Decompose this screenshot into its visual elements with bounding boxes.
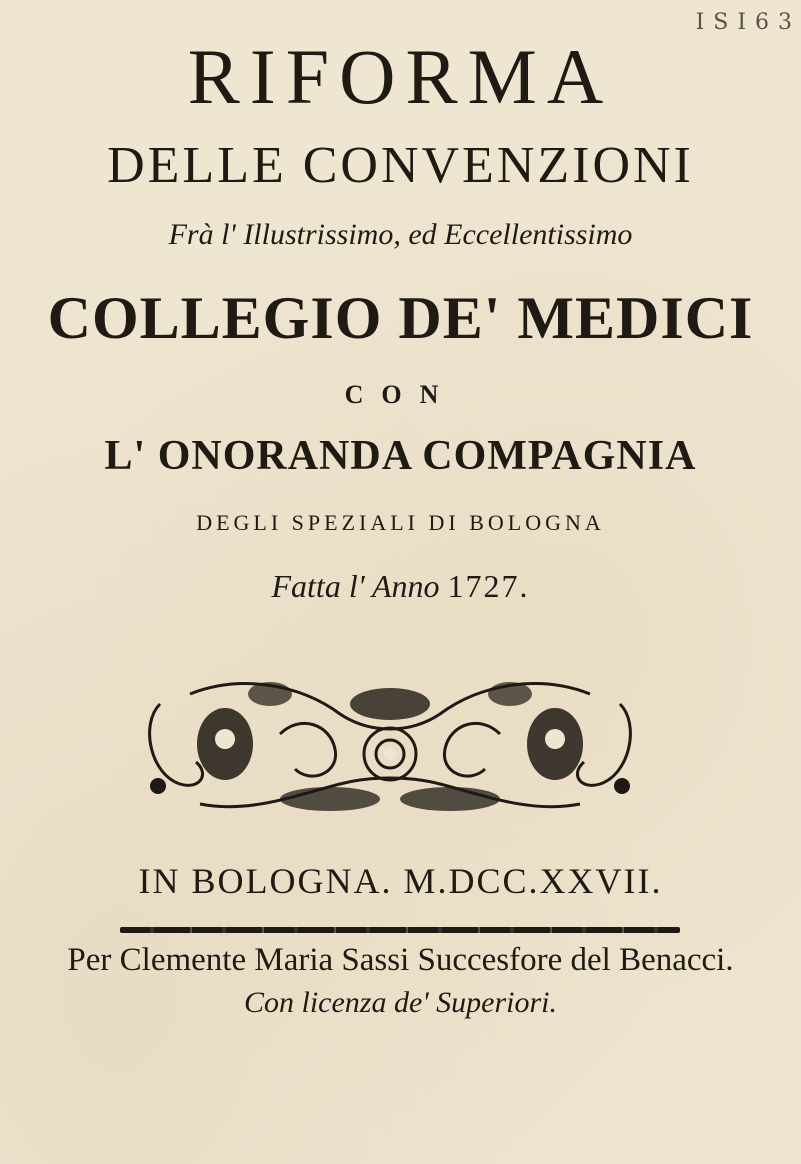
imprint-place-date: IN BOLOGNA. M.DCC.XXVII.	[138, 861, 663, 901]
imprint-license: Con licenza de' Superiori.	[243, 986, 558, 1019]
date-prefix: Fatta l' Anno	[271, 568, 440, 604]
title-speziali: DEGLI SPEZIALI DI BOLOGNA	[196, 510, 605, 535]
title-con: CON	[344, 380, 457, 409]
title-delle-convenzioni: DELLE CONVENZIONI	[107, 137, 694, 194]
title-riforma: RIFORMA	[187, 33, 614, 120]
title-fra-line: Frà l' Illustrissimo, ed Eccellentissimo	[168, 218, 633, 251]
title-date-line	[0, 568, 801, 605]
shelfmark: I S I 6 3	[695, 10, 793, 35]
woodcut-ornament	[130, 664, 650, 824]
imprint-printer: Per Clemente Maria Sassi Succesfore del Benacci.	[67, 942, 734, 978]
title-collegio: COLLEGIO DE' MEDICI	[47, 285, 754, 351]
printers-rule	[120, 927, 680, 933]
title-onoranda-compagnia: L' ONORANDA COMPAGNIA	[104, 433, 697, 479]
date-year: 1727.	[447, 568, 530, 604]
